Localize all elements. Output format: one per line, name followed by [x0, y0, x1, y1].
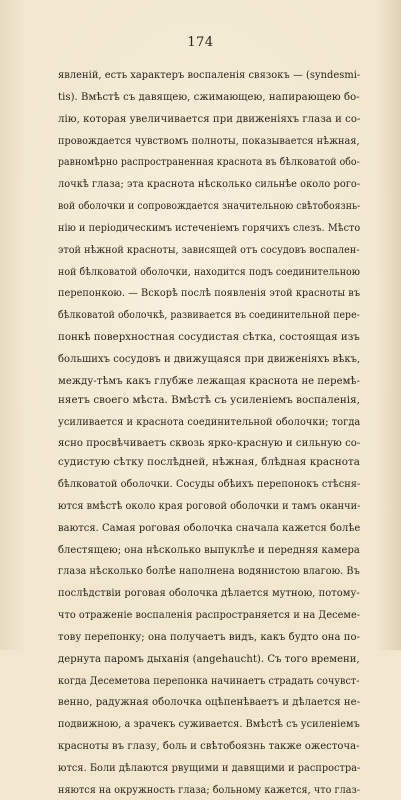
text-line: этой нѣжной красноты, зависящей отъ сосудовъ воспален- [58, 243, 360, 256]
text-line: нію и періодическимъ истеченіемъ горячихъ слезъ. Мѣсто [58, 221, 361, 234]
text-line: усиливается и краснота соединительной оболочки; тогда [58, 415, 361, 428]
text-line: бѣлковатой оболочки. Сосуды обѣихъ перепонокъ стѣсня- [58, 478, 361, 491]
text-line: провождается чувствомъ полноты, показывается нѣжная, [58, 134, 360, 147]
text-line: когда Десеметова перепонка начинаетъ страдать сочувст- [58, 674, 360, 687]
text-line: тову перепонку; она получаетъ видъ, какъ будто она по- [58, 630, 360, 643]
text-line: лію, которая увеличивается при движеніяхъ глаза и со- [58, 112, 361, 125]
text-line: няются на окружность глаза; больному кажется, что глаз- [58, 783, 361, 796]
text-line: явленій, есть характеръ воспаленія связокъ — (syndesmi- [58, 69, 361, 81]
text-line: вой оболочки и сопровождается значительною свѣтобоязнь- [58, 200, 361, 213]
text-line: перепонкою. — Вскорѣ послѣ появленія этой красноты въ [58, 287, 361, 300]
text-line: ются вмѣстѣ около края роговой оболочки и тамъ оканчи- [58, 499, 361, 512]
text-line: глаза нѣсколько болѣе наполнена водянистою влагою. Въ [58, 565, 360, 578]
text-line: понкѣ поверхностная сосудистая сѣтка, состоящая изъ [58, 331, 360, 344]
text-line: судистую сѣтку послѣдней, нѣжная, блѣдная краснота [58, 456, 360, 469]
body-text [58, 63, 360, 800]
text-line: послѣдствіи роговая оболочка дѣлается мутною, потому- [58, 587, 360, 600]
text-line: tis). Вмѣстѣ съ давящею, сжимающею, напирающею бо- [58, 90, 360, 103]
text-line: между-тѣмъ какъ глубже лежащая краснота не перемѣ- [58, 374, 360, 387]
text-line: блестящею; она нѣсколько выпуклѣе и передняя камера [58, 543, 360, 556]
text-line: подвижною, а зрачекъ суживается. Вмѣстѣ съ усиленіемъ [58, 718, 360, 731]
text-line: ются. Боли дѣлаются рвущими и давящими и распростра- [58, 762, 361, 774]
text-line: бѣлковатой оболочкѣ, развивается въ соединительной пере- [58, 309, 360, 322]
text-line: красноты въ глазу, боль и свѣтобоязнь также ожесточа- [58, 740, 360, 753]
text-line: няетъ своего мѣста. Вмѣстѣ съ усиленіемъ воспаленія, [58, 393, 360, 406]
text-line: ясно просвѣчиваетъ сквозь ярко-красную и сильную со- [58, 437, 361, 450]
text-line: что отраженіе воспаленія распространяется и на Десеме- [58, 609, 361, 622]
page-number: 174 [187, 35, 214, 50]
text-line: большихъ сосудовъ и движущаяся при движеніяхъ вѣкъ, [58, 352, 361, 365]
text-line: ной бѣлковатой оболочки, находится подъ соединительною [58, 265, 361, 278]
text-line: ваются. Самая роговая оболочка сначала кажется болѣе [58, 521, 361, 534]
text-line: равномѣрно распространенная краснота въ бѣлковатой обо- [58, 156, 360, 169]
text-line: венно, радужная оболочка оцѣпенѣваетъ и дѣлается не- [58, 696, 361, 709]
text-line: лочкѣ глаза; эта краснота нѣсколько сильнѣе около рого- [58, 178, 361, 191]
text-line: дернута паромъ дыханія (angehaucht). Съ того времени, [58, 652, 360, 665]
